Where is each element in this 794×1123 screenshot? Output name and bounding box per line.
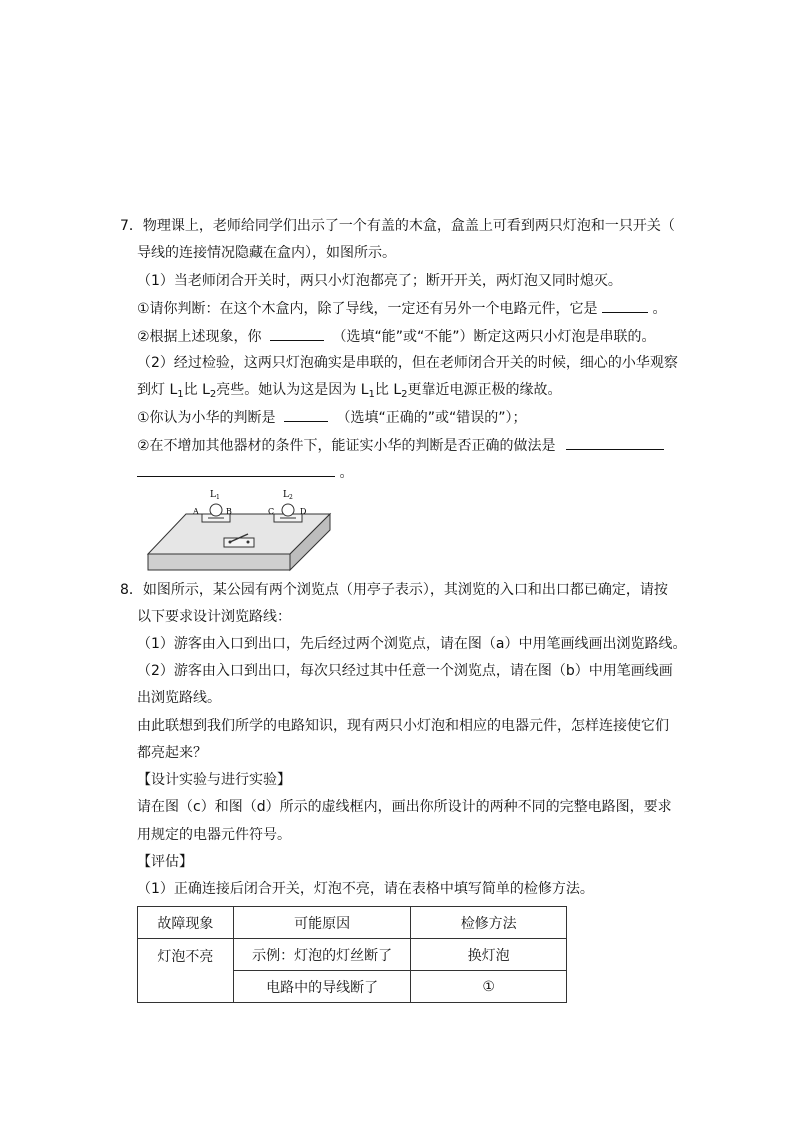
table-cell: 灯泡不亮 <box>138 939 234 1003</box>
table-row <box>138 939 567 971</box>
answer-blank-1[interactable] <box>602 298 648 313</box>
q7-line-6: （2）经过检验，这两只灯泡确实是串联的，但在老师闭合开关的时候，细心的小华观察 <box>137 355 678 371</box>
table-header: 故障现象 <box>138 907 234 939</box>
q7-line-10-end: 。 <box>339 465 354 481</box>
q8-line-9: 请在图（c）和图（d）所示的虚线框内，画出你所设计的两种不同的完整电路图，要求 <box>137 799 672 815</box>
label-c: C <box>268 507 275 516</box>
table-header: 检修方法 <box>411 907 567 939</box>
q8-line-8: 【设计实验与进行实验】 <box>137 772 291 788</box>
q8-line-12: （1）正确连接后闭合开关，灯泡不亮，请在表格中填写简单的检修方法。 <box>137 881 594 897</box>
table-cell: 电路中的导线断了 <box>233 971 411 1003</box>
q8-line-5: 出浏览路线。 <box>137 690 221 706</box>
q7-line-10 <box>137 462 353 483</box>
q8-line-1: 8．如图所示，某公园有两个浏览点（用亭子表示），其浏览的入口和出口都已确定，请按 <box>120 582 668 598</box>
q7-line-8-rest: （选填“正确的”或“错误的”）； <box>336 410 527 426</box>
label-b: B <box>226 507 232 516</box>
answer-blank-5[interactable] <box>137 462 335 477</box>
q7-line-7-g: 比 L <box>374 382 402 398</box>
q7-line-9-text: ②在不增加其他器材的条件下，能证实小华的判断是否正确的做法是 <box>137 438 556 454</box>
q7-line-8-text: ①你认为小华的判断是 <box>137 410 276 426</box>
q8-line-11: 【评估】 <box>137 854 193 870</box>
q8-line-3: （1）游客由入口到出口，先后经过两个浏览点，请在图（a）中用笔画线画出浏览路线。 <box>137 636 687 652</box>
q7-line-9 <box>137 435 664 456</box>
table-cell: 换灯泡 <box>411 939 567 971</box>
q7-line-3: （1）当老师闭合开关时，两只小灯泡都亮了；断开开关，两灯泡又同时熄灭。 <box>137 273 622 289</box>
table-cell: 示例：灯泡的灯丝断了 <box>233 939 411 971</box>
q7-line-4-end: 。 <box>652 301 667 317</box>
label-d: D <box>300 507 307 516</box>
answer-cell[interactable]: ① <box>411 971 567 1003</box>
q8-line-4: （2）游客由入口到出口，每次只经过其中任意一个浏览点，请在图（b）中用笔画线画 <box>137 663 673 679</box>
box-front <box>148 554 290 570</box>
label-lamp1: $L_1$ <box>210 490 220 501</box>
q7-line-7-c: 比 L <box>183 382 210 398</box>
answer-blank-3[interactable] <box>284 407 328 422</box>
label-lamp2: $L_2$ <box>283 490 293 501</box>
lamp-2 <box>274 504 302 522</box>
fault-table <box>137 906 567 1003</box>
q7-line-7-sub1: 1 <box>177 389 184 400</box>
q8-line-10: 用规定的电器元件符号。 <box>137 827 291 843</box>
q7-line-5 <box>137 326 655 347</box>
q7-line-8 <box>137 407 526 428</box>
q7-line-5-rest: （选填“能”或“不能”）断定这两只小灯泡是串联的。 <box>332 329 656 345</box>
q7-line-4-text: ①请你判断：在这个木盒内，除了导线，一定还有另外一个电路元件，它是 <box>137 301 598 317</box>
q7-line-7-e: 亮些。她认为这是因为 L <box>216 382 369 398</box>
q7-line-5-text: ②根据上述现象，你 <box>137 329 262 345</box>
q8-line-2: 以下要求设计浏览路线： <box>137 609 291 625</box>
q7-line-7 <box>137 380 562 400</box>
table-header: 可能原因 <box>233 907 411 939</box>
q7-line-7-a: 到灯 L <box>137 382 178 398</box>
q8-line-7: 都亮起来？ <box>137 745 207 761</box>
answer-blank-4[interactable] <box>566 435 664 450</box>
table-header-row <box>138 907 567 939</box>
q7-line-7-sub3: 1 <box>368 389 375 400</box>
wooden-box-figure <box>140 484 340 576</box>
q7-line-7-sub4: 2 <box>401 389 408 400</box>
q7-line-7-sub2: 2 <box>209 389 217 400</box>
answer-blank-2[interactable] <box>270 326 324 341</box>
q7-line-4 <box>137 298 666 319</box>
q8-line-6: 由此联想到我们所学的电路知识，现有两只小灯泡和相应的电器元件，怎样连接使它们 <box>137 718 669 734</box>
label-a: A <box>193 507 199 516</box>
q7-line-1: 7．物理课上，老师给同学们出示了一个有盖的木盒，盒盖上可看到两只灯泡和一只开关（ <box>120 218 675 234</box>
q7-line-7-i: 更靠近电源正极的缘故。 <box>407 382 562 398</box>
q7-line-2: 导线的连接情况隐藏在盒内），如图所示。 <box>137 245 396 261</box>
